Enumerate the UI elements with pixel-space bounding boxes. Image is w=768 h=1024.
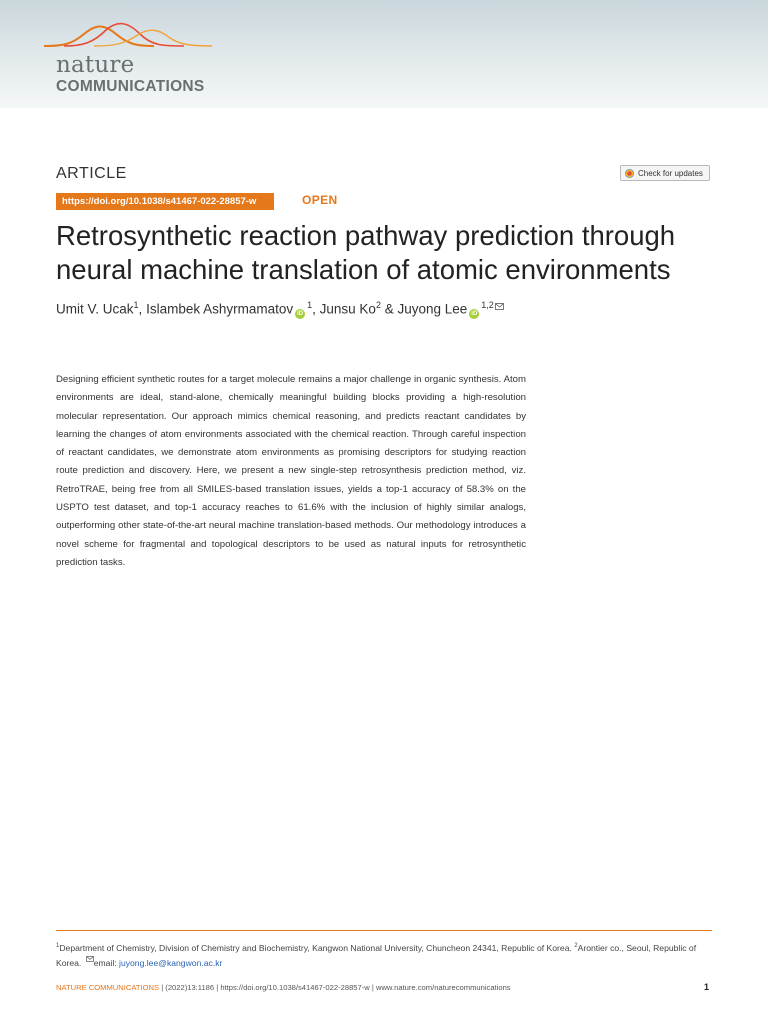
open-access-label: OPEN bbox=[302, 193, 338, 207]
crossmark-icon bbox=[625, 169, 634, 178]
author-affiliation-sup: 1 bbox=[307, 300, 313, 310]
author-affiliation-sup: 2 bbox=[375, 300, 381, 310]
orcid-icon[interactable]: iD bbox=[297, 310, 304, 317]
author-separator: & bbox=[380, 301, 398, 317]
footer-citation: | (2022)13:1186 | https://doi.org/10.1038/s41467-022-28857-w | www.nature.com/naturecommunications bbox=[161, 983, 511, 992]
doi-link[interactable]: https://doi.org/10.1038/s41467-022-28857-w bbox=[56, 193, 274, 210]
author-separator: , bbox=[312, 301, 320, 317]
nature-wave-logo-icon bbox=[44, 20, 214, 56]
author-name[interactable]: Islambek Ashyrmamatov bbox=[146, 301, 294, 317]
author-name[interactable]: Juyong Lee bbox=[397, 301, 468, 317]
article-type-label: ARTICLE bbox=[56, 165, 127, 182]
author-separator: , bbox=[138, 301, 147, 317]
journal-banner bbox=[0, 0, 768, 108]
logo-nature-text: nature bbox=[56, 52, 135, 78]
affiliations bbox=[56, 939, 716, 972]
mail-icon bbox=[86, 956, 94, 962]
email-link[interactable]: juyong.lee@kangwon.ac.kr bbox=[119, 958, 223, 969]
abstract: Designing efficient synthetic routes for a target molecule remains a major challenge in organic synthesis. Atom environments are ideal, stand-alone, chemically meaningful building blocks providing a high-resolution molecular representation. Our approach mimics chemical reasoning, and predicts reactant candidates by learning the changes of atom environments associated with the chemical reaction. Through careful inspection of reactant candidates, we demonstrate atom environments as promising descriptors for studying reaction route prediction and discovery. Here, we present a new single-step retrosynthesis prediction method, viz. RetroTRAE, being free from all SMILES-based translation issues, yields a top-1 accuracy of 58.3% on the USPTO test dataset, and top-1 accuracy reaches to 61.6% with the inclusion of highly similar analogs, outperforming other state-of-the-art neural machine translation-based methods. Our methodology introduces a novel scheme for fragmental and topological descriptors to be used as natural inputs for retrosynthetic prediction tasks. bbox=[56, 374, 526, 568]
author-name[interactable]: Junsu Ko bbox=[319, 301, 376, 317]
check-for-updates-button[interactable] bbox=[620, 165, 710, 181]
email-label: email: bbox=[93, 958, 117, 969]
affiliation-1: Department of Chemistry, Division of Chemistry and Biochemistry, Kangwon National University, Chuncheon 24341, Republic of Korea. bbox=[59, 942, 572, 953]
author-affiliation-sup: 1 bbox=[133, 300, 139, 310]
affiliation-sup: 1 bbox=[56, 943, 60, 949]
author-name[interactable]: Umit V. Ucak bbox=[56, 301, 134, 317]
mail-icon[interactable] bbox=[495, 303, 504, 310]
page-footer bbox=[56, 983, 656, 992]
author-affiliation-sup: 1,2 bbox=[481, 300, 494, 310]
footer-journal-name[interactable]: NATURE COMMUNICATIONS bbox=[56, 983, 160, 992]
page-number: 1 bbox=[704, 982, 710, 992]
logo-communications-text: COMMUNICATIONS bbox=[56, 78, 205, 95]
affiliation-2: Arontier co., Seoul, Republic of Korea. bbox=[56, 942, 697, 969]
check-for-updates-label: Check for updates bbox=[638, 168, 703, 178]
author-list bbox=[56, 300, 656, 319]
footnote-divider bbox=[56, 930, 712, 931]
orcid-icon[interactable]: iD bbox=[471, 310, 478, 317]
article-title: Retrosynthetic reaction pathway prediction through neural machine translation of atomic environments bbox=[56, 220, 676, 285]
affiliation-sup: 2 bbox=[574, 943, 578, 949]
